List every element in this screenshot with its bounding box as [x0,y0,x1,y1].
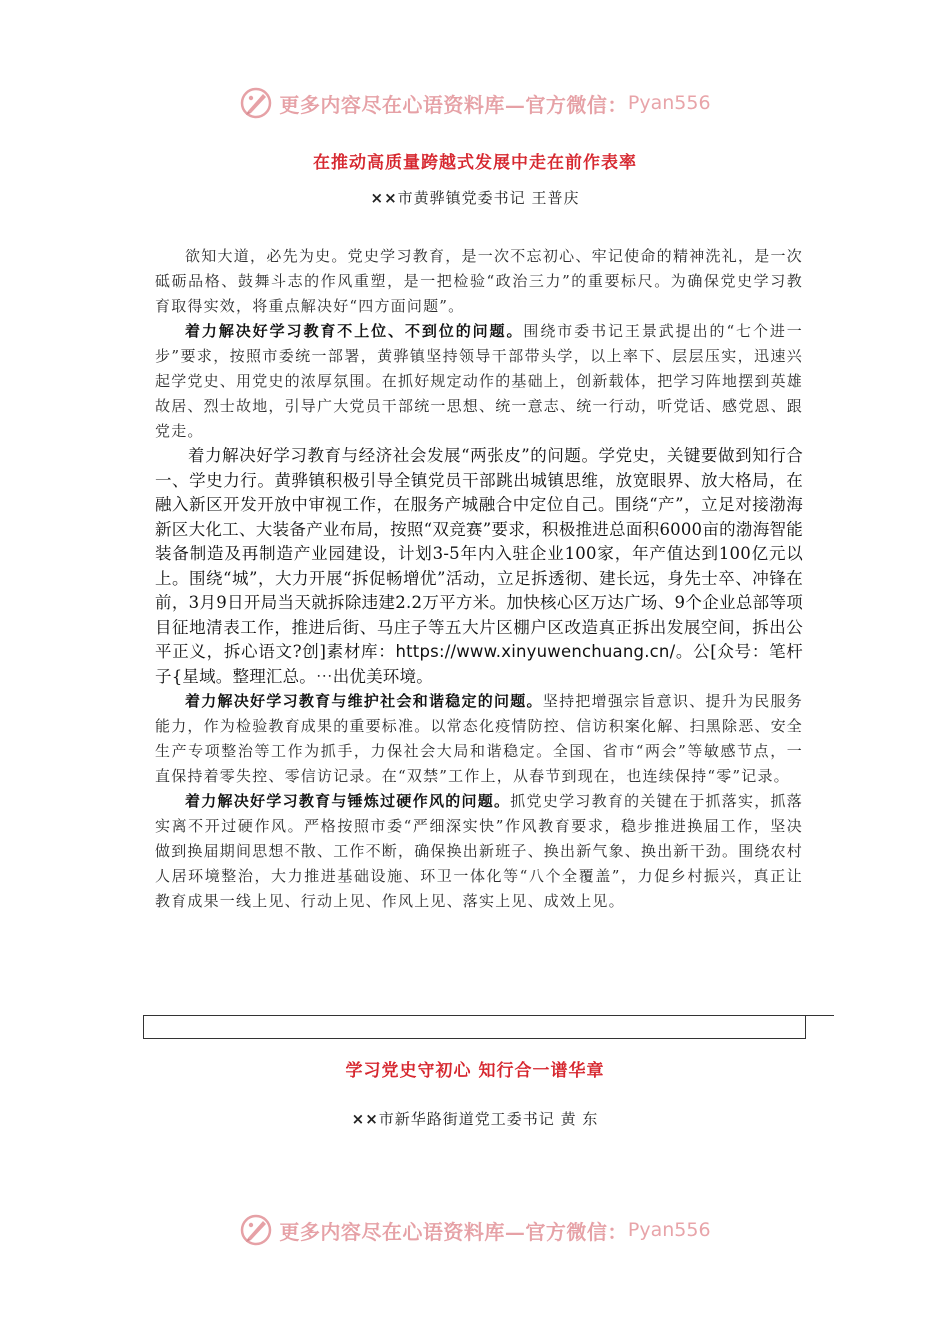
article-2-title: 学习党史守初心 知行合一谱华章 [345,1061,605,1081]
byline-2-placeholder-mark: ×× [351,1110,379,1128]
byline-2-text: 市新华路街道党工委书记 黄 东 [378,1110,599,1128]
paragraph-3-lead: 着力解决好学习教育与维护社会和谐稳定的问题。 [185,692,543,710]
paragraph-3-body: 坚持把增强宗旨意识、提升为民服务能力，作为检验教育成果的重要标准。以常态化疫情防控、信访积案化解、扫黑除恶、安全生产专项整治等工作为抓手，力保社会大局和谐稳定。全国、省市“两会”等敏感节点，一直保持着零失控、零信访记录。在“双禁”工作上，从春节到现在，也连续保持“零”记录。 [155,692,804,785]
section-divider-line [806,1015,834,1016]
watermark-header [0,83,950,123]
paragraph-4-lead: 着力解决好学习教育与锤炼过硬作风的问题。 [185,792,511,810]
paragraph-3 [155,689,803,789]
paragraph-4-body: 抓党史学习教育的关键在于抓落实，抓落实离不开过硬作风。严格按照市委“严细深实快”作风教育要求，稳步推进换届工作，坚决做到换届期间思想不散、工作不断，确保换出新班子、换出新气象、换出新干劲。围绕农村人居环境整治，大力推进基础设施、环卫一体化等“八个全覆盖”，力促乡村振兴，真正让教育成果一线上见、行动上见、作风上见、落实上见、成效上见。 [155,792,804,910]
watermark-text: 更多内容尽在心语资料库—官方微信： [279,1219,628,1244]
pen-logo-icon [239,86,273,120]
intro-paragraph: 欲知大道，必先为史。党史学习教育，是一次不忘初心、牢记使命的精神洗礼，是一次砥砺品格、鼓舞斗志的作风重塑，是一把检验“政治三力”的重要标尺。为确保党史学习教育取得实效，将重点解决好“四方面问题”。 [155,247,803,315]
watermark-wechat-id: Pyan556 [627,1219,711,1241]
source-url-link[interactable]: https://www.xinyuwenchuang.cn/ [395,642,676,661]
article-body [155,244,803,914]
byline-text: 市黄骅镇党委书记 王普庆 [397,189,580,207]
byline-placeholder-mark: ×× [370,189,398,207]
watermark-footer [0,1210,950,1250]
paragraph-4 [155,789,803,914]
paragraph-2-body-a: 着力解决好学习教育与经济社会发展“两张皮”的问题。学党史，关键要做到知行合一、学史力行。黄骅镇积极引导全镇党员干部跳出城镇思维，放宽眼界、放大格局，在融入新区开发开放中审视工作，在服务产城融合中定位自己。围绕“产”，立足对接渤海新区大化工、大装备产业布局，按照“双竞赛”要求，积极推进总面积6000亩的渤海智能装备制造及再制造产业园建设，计划3-5年内入驻企业100家，年产值达到100亿元以上。围绕“城”，大力开展“拆促畅增优”活动，立足拆透彻、建长远，身先士卒、冲锋在前，3月9日开局当天就拆除违建2.2万平方米。加快核心区万达广场、9个企业总部等项目征地清表工作，推进后街、马庄子等五大片区棚户区改造真正拆出发展空间，拆出公平正义，拆心语文?创]素材库： [155,446,803,661]
paragraph-1-body: 围绕市委书记王景武提出的“七个进一步”要求，按照市委统一部署，黄骅镇坚持领导干部带头学，以上率下、层层压实，迅速兴起学党史、用党史的浓厚氛围。在抓好规定动作的基础上，创新载体，把学习阵地摆到英雄故居、烈士故地，引导广大党员干部统一思想、统一意志、统一行动，听党话、感党恩、跟党走。 [155,322,804,440]
paragraph-2 [155,444,803,689]
article-title: 在推动高质量跨越式发展中走在前作表率 [313,153,637,173]
paragraph-2-body-b: 。公[众号：笔杆子{星域。整理汇总。⋯出优美环境。 [155,642,803,686]
article-byline [0,187,950,208]
pen-logo-icon [239,1213,273,1247]
watermark-wechat-id: Pyan556 [627,92,711,114]
paragraph-1 [155,319,803,444]
article-2-byline [0,1108,950,1129]
section-divider-box [143,1015,806,1039]
paragraph-1-lead: 着力解决好学习教育不上位、不到位的问题。 [185,322,524,340]
watermark-text: 更多内容尽在心语资料库—官方微信： [279,92,628,117]
